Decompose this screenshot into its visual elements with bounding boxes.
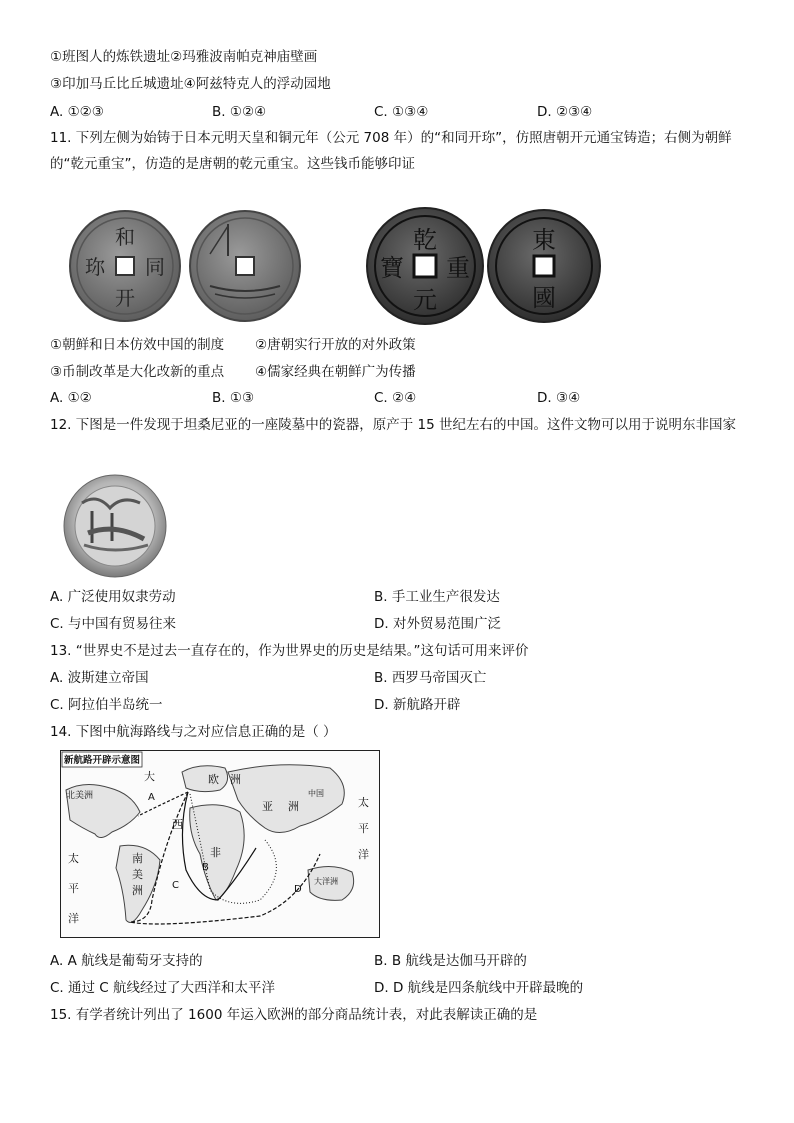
q12-option-c[interactable]: C. 与中国有贸易往来 <box>50 616 177 632</box>
map-label: 太 <box>68 852 79 865</box>
q14-stem: 14. 下图中航海路线与之对应信息正确的是（ ） <box>50 724 337 740</box>
coin-char: 开 <box>115 286 135 310</box>
coin-char: 寶 <box>380 254 404 282</box>
coin-char: 乾 <box>413 226 437 254</box>
wado-kaichin-obverse <box>70 211 180 321</box>
q11-statement-4: ④儒家经典在朝鲜广为传播 <box>255 364 416 380</box>
map-label: 南 <box>132 852 143 865</box>
q11-option-a[interactable]: A. ①② <box>50 390 92 406</box>
q11-statement-2: ②唐朝实行开放的对外政策 <box>255 337 416 353</box>
coin-char: 和 <box>115 225 135 249</box>
q10-option-d[interactable]: D. ②③④ <box>537 104 593 120</box>
map-label: 洋 <box>68 912 79 925</box>
q13-option-a[interactable]: A. 波斯建立帝国 <box>50 670 149 686</box>
q10-option-a[interactable]: A. ①②③ <box>50 104 104 120</box>
q10-statement-2: ③印加马丘比丘城遗址④阿兹特克人的浮动园地 <box>50 76 331 92</box>
q12-option-b[interactable]: B. 手工业生产很发达 <box>374 589 500 605</box>
q14-option-b[interactable]: B. B 航线是达伽马开辟的 <box>374 953 527 969</box>
q11-statement-3: ③币制改革是大化改新的重点 <box>50 364 225 380</box>
map-label: 太 <box>358 796 369 809</box>
q14-option-c[interactable]: C. 通过 C 航线经过了大西洋和太平洋 <box>50 980 276 996</box>
coin-char: 國 <box>532 284 556 312</box>
map-label: 大 <box>144 770 155 783</box>
q13-option-c[interactable]: C. 阿拉伯半岛统一 <box>50 697 163 713</box>
q11-option-d[interactable]: D. ③④ <box>537 390 581 406</box>
coin-char: 東 <box>532 226 556 254</box>
q13-option-d[interactable]: D. 新航路开辟 <box>374 697 461 713</box>
map-label: 西 <box>172 818 183 831</box>
q12-option-d[interactable]: D. 对外贸易范围广泛 <box>374 616 501 632</box>
map-label: 非 <box>210 846 221 859</box>
map-label: 欧 <box>208 773 219 786</box>
map-label: 大洋洲 <box>314 877 338 886</box>
keonwon-jungbo-reverse <box>488 210 600 322</box>
map-label: 洲 <box>288 800 299 813</box>
map-label: 洲 <box>230 773 241 786</box>
map-label: 中国 <box>308 789 324 798</box>
new-routes-map <box>60 750 380 938</box>
map-label: 美 <box>132 868 143 881</box>
q15-stem: 15. 有学者统计列出了 1600 年运入欧洲的部分商品统计表，对此表解读正确的是 <box>50 1007 538 1023</box>
q13-option-b[interactable]: B. 西罗马帝国灭亡 <box>374 670 487 686</box>
wado-kaichin-reverse <box>190 211 300 321</box>
keonwon-jungbo-obverse <box>367 208 483 324</box>
route-label-d: D <box>294 884 302 895</box>
q10-option-b[interactable]: B. ①②④ <box>212 104 267 120</box>
route-label-c: C <box>172 880 179 891</box>
q14-option-d[interactable]: D. D 航线是四条航线中开辟最晚的 <box>374 980 584 996</box>
route-label-a: A <box>148 792 155 803</box>
map-title: 新航路开辟示意图 <box>63 755 141 766</box>
map-label: 平 <box>68 882 79 895</box>
q12-stem: 12. 下图是一件发现于坦桑尼亚的一座陵墓中的瓷器，原产于 15 世纪左右的中国。这件文物可以用于说明东非国家 <box>50 417 737 433</box>
coin-char: 元 <box>413 286 437 314</box>
coin-char: 同 <box>145 255 165 279</box>
porcelain-plate-image <box>62 473 168 579</box>
map-label: 洋 <box>358 848 369 861</box>
q11-option-b[interactable]: B. ①③ <box>212 390 255 406</box>
map-label: 亚 <box>262 800 273 813</box>
q11-option-c[interactable]: C. ②④ <box>374 390 417 406</box>
q13-stem: 13. “世界史不是过去一直存在的，作为世界史的历史是结果。”这句话可用来评价 <box>50 643 529 659</box>
map-label: 北美洲 <box>66 791 94 801</box>
q12-option-a[interactable]: A. 广泛使用奴隶劳动 <box>50 589 176 605</box>
coin-char: 珎 <box>85 255 105 279</box>
q10-statement-1: ①班图人的炼铁遗址②玛雅波南帕克神庙壁画 <box>50 49 318 65</box>
route-label-b: B <box>202 862 209 873</box>
q11-statement-1: ①朝鲜和日本仿效中国的制度 <box>50 337 225 353</box>
coins-figure <box>60 204 610 328</box>
map-label: 平 <box>358 822 369 835</box>
q11-stem: 11. 下列左侧为始铸于日本元明天皇和铜元年（公元 708 年）的“和同开珎”，仿照唐朝开元通宝铸造；右侧为朝鲜的“乾元重宝”，仿造的是唐朝的乾元重宝。这些钱币能够印证 <box>50 130 732 172</box>
europe-shape <box>182 766 228 792</box>
map-label: 洲 <box>132 884 143 897</box>
q10-option-c[interactable]: C. ①③④ <box>374 104 429 120</box>
coin-char: 重 <box>446 254 470 282</box>
q14-option-a[interactable]: A. A 航线是葡萄牙支持的 <box>50 953 203 969</box>
